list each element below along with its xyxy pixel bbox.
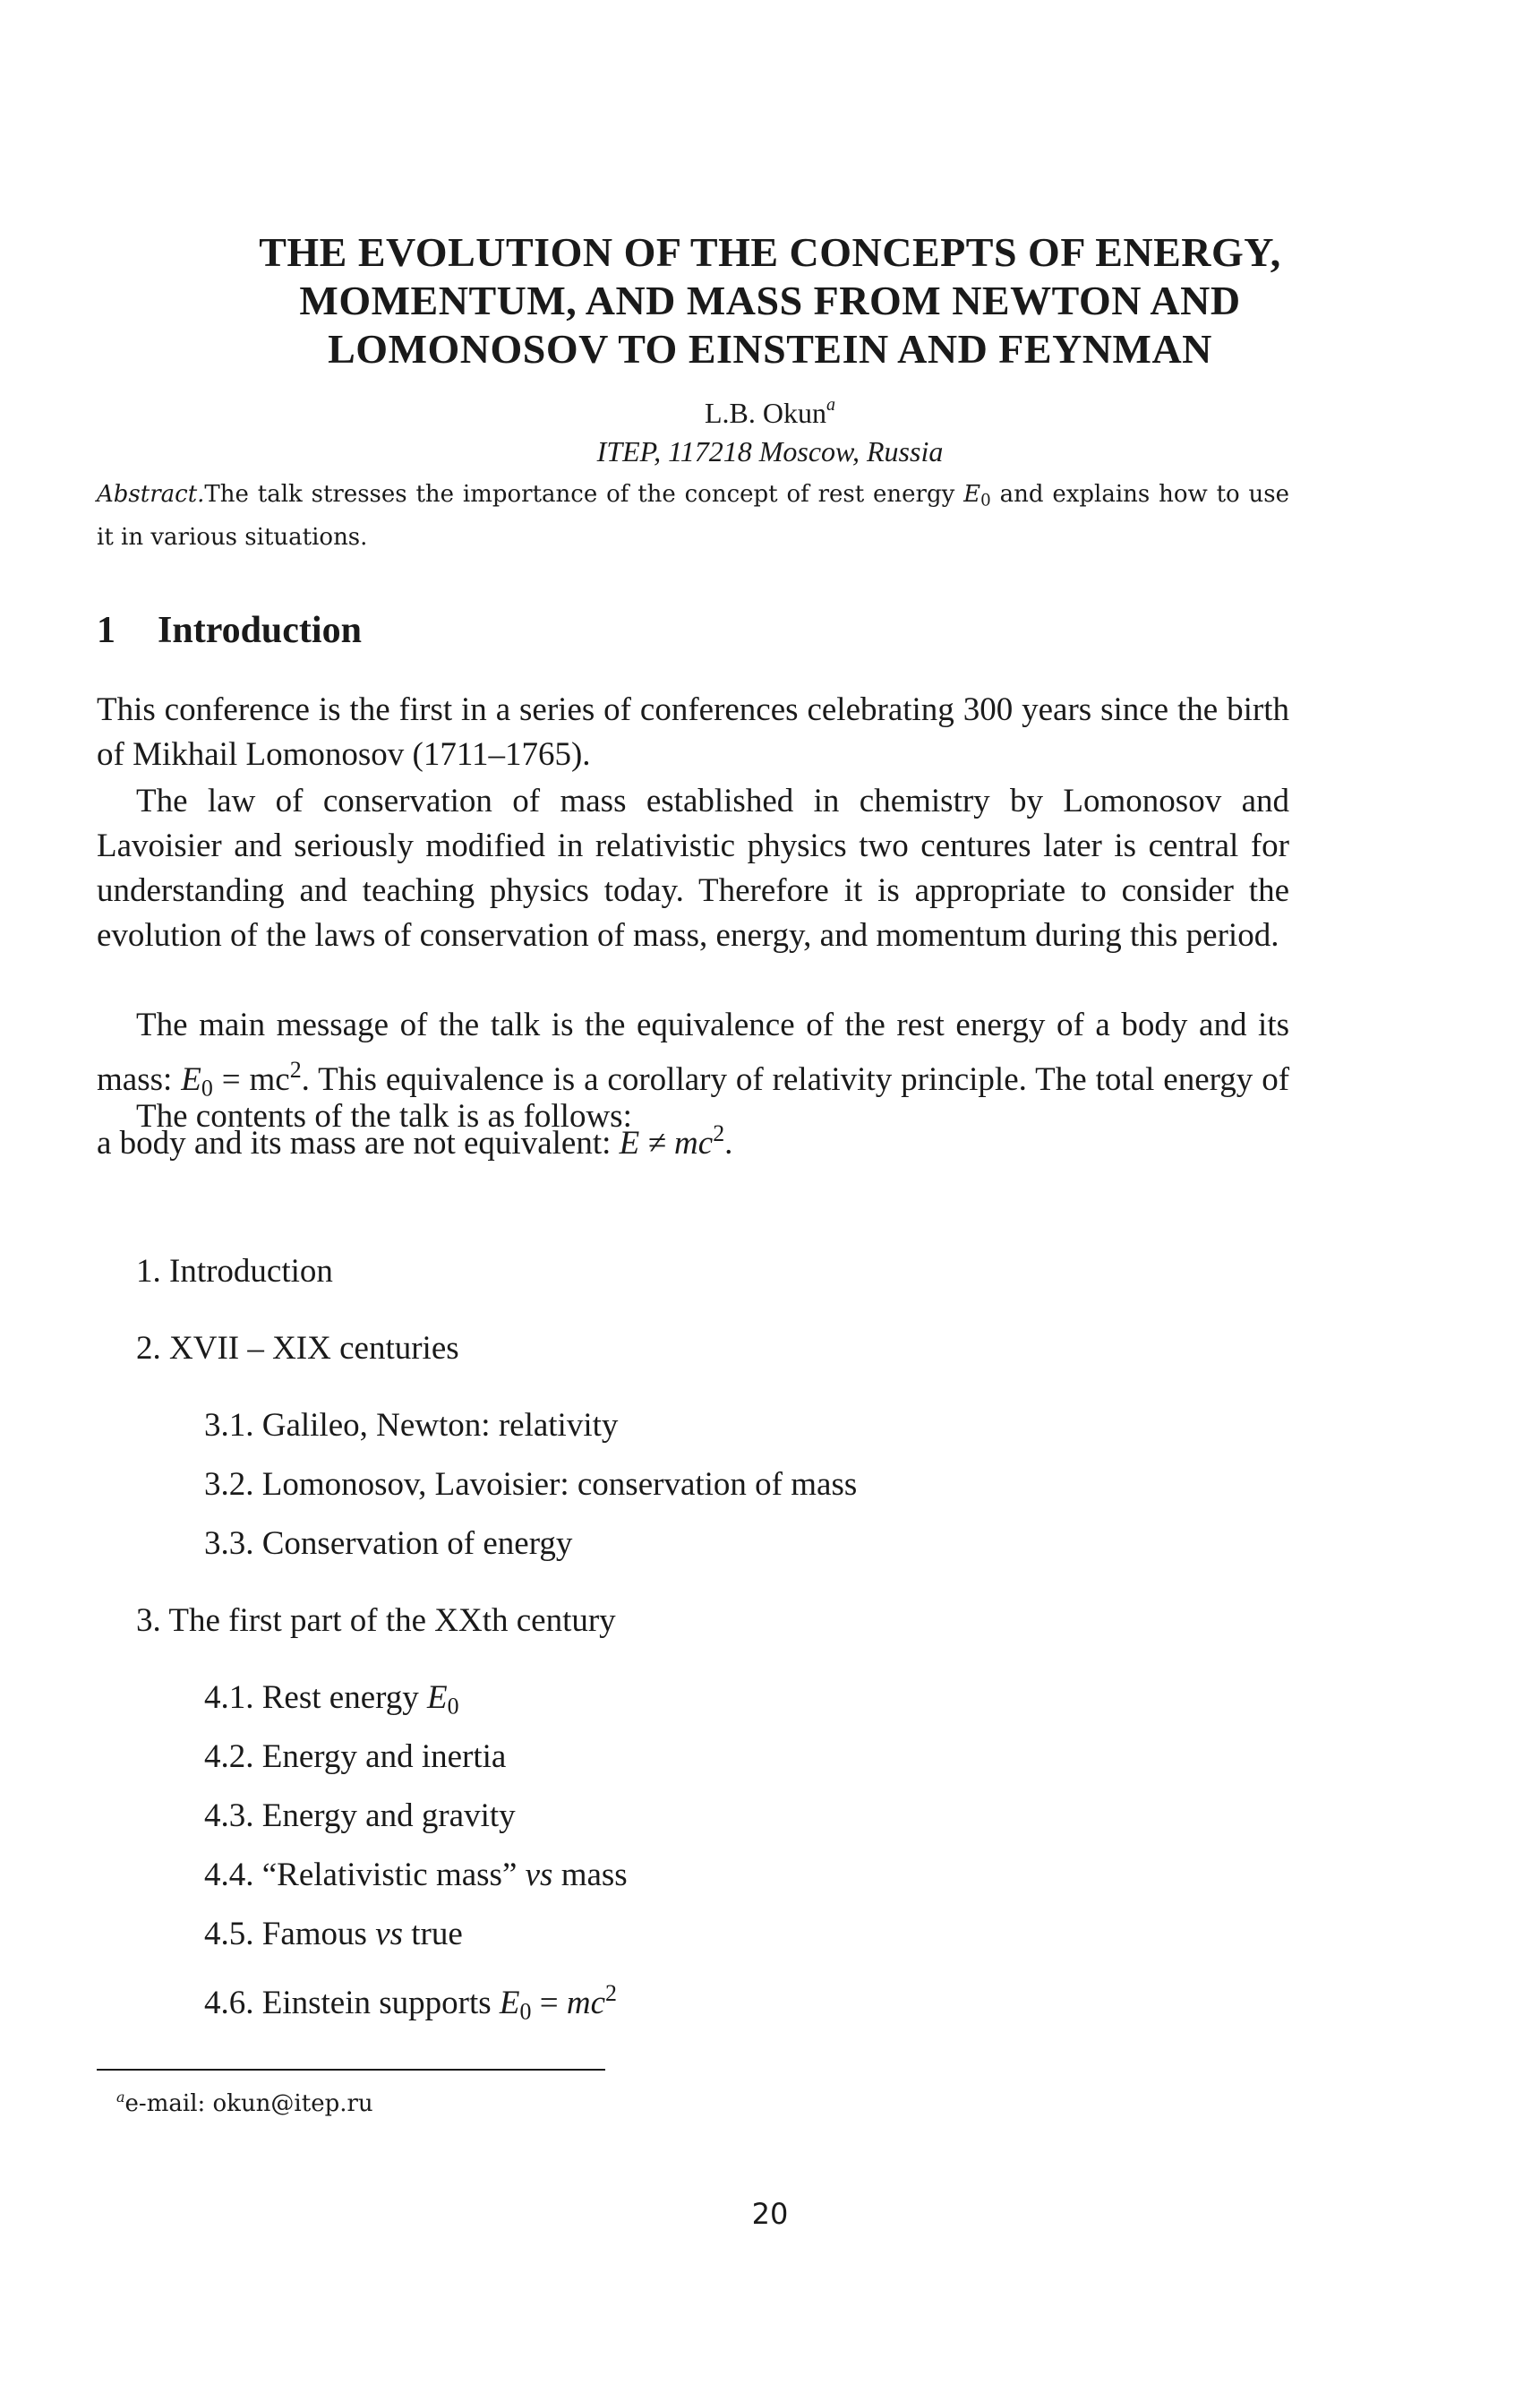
toc-label: Conservation of energy <box>261 1525 573 1562</box>
author-footnote-mark: a <box>826 395 835 415</box>
toc-vs: vs <box>375 1916 404 1952</box>
toc-number: 3.1. <box>204 1407 254 1444</box>
toc-label: Einstein supports <box>261 1985 500 2022</box>
toc-label: Lomonosov, Lavoisier: conservation of mass <box>261 1466 858 1503</box>
toc-label: true <box>403 1916 463 1952</box>
toc-symbol: $E_0$ <box>427 1679 459 1720</box>
footnote-mark: a <box>116 2089 125 2106</box>
title-line-1: THE EVOLUTION OF THE CONCEPTS OF ENERGY, <box>259 229 1281 275</box>
abstract-text-2: and explains how to use it in various situations. <box>97 481 1289 551</box>
toc-label: Introduction <box>169 1253 333 1290</box>
toc-label: XVII – XIX centuries <box>169 1330 459 1367</box>
toc-number: 4.2. <box>204 1738 254 1775</box>
toc-number: 4.3. <box>204 1797 254 1834</box>
toc-vs: vs <box>525 1857 553 1893</box>
section-heading <box>97 607 362 654</box>
toc-number: 4.1. <box>204 1679 254 1716</box>
toc-number: 3. <box>136 1602 161 1639</box>
toc-item <box>204 1404 618 1447</box>
equation-rest-energy: $E_0 = mc^2$ <box>181 1057 302 1102</box>
toc-number: 4.4. <box>204 1857 254 1893</box>
toc-item <box>204 1463 857 1506</box>
equation-total-energy: $E \ne mc^2$ <box>619 1119 725 1162</box>
toc-label: Galileo, Newton: relativity <box>261 1407 619 1444</box>
toc-item <box>204 1972 617 2034</box>
toc-number: 1. <box>136 1253 161 1290</box>
toc-label: “Relativistic mass” <box>261 1857 526 1893</box>
abstract-symbol: $E_0$ <box>963 481 991 510</box>
toc-label: Famous <box>261 1916 376 1952</box>
section-number: 1 <box>97 610 116 651</box>
toc-label: The first part of the XXth century <box>168 1602 616 1639</box>
section-title: Introduction <box>158 610 362 651</box>
toc-label: Energy and inertia <box>261 1738 507 1775</box>
paper-title <box>0 228 1540 373</box>
page-number: 20 <box>751 2197 789 2231</box>
paragraph-3-text-a: The main message of the talk is the equivalence of the rest energy of a body and its mass: <box>97 1007 1289 1099</box>
toc-item <box>204 1913 463 1956</box>
footnote-text: e-mail: okun@itep.ru <box>124 2090 373 2117</box>
toc-label: Rest energy <box>261 1679 428 1716</box>
footnote-rule <box>97 2069 605 2071</box>
affiliation: ITEP, 117218 Moscow, Russia <box>596 435 944 467</box>
toc-item <box>204 1795 516 1838</box>
toc-item <box>136 1250 333 1293</box>
paragraph-2: The law of conservation of mass established in chemistry by Lomonosov and Lavoisier and seriously modified in relativistic physics two centures later is central for understanding and teaching physics today. Therefore it is appropriate to consider the evolution of the laws of conservation of mass, energy, and momentum during this period. <box>97 783 1289 954</box>
toc-number: 2. <box>136 1330 161 1367</box>
title-line-2: MOMENTUM, AND MASS FROM NEWTON AND <box>299 278 1241 323</box>
abstract-text-1: The talk stresses the importance of the concept of rest energy <box>204 481 964 508</box>
toc-item <box>204 1736 506 1779</box>
toc-label: Energy and gravity <box>261 1797 516 1834</box>
footnote <box>116 2080 373 2122</box>
toc-number: 4.5. <box>204 1916 254 1952</box>
author-line <box>0 387 1540 431</box>
paragraph-3-text-b: . This equivalence is a corollary of relativity principle. The total energy of a body and its mass are not equivalent: <box>97 1061 1290 1162</box>
paragraph-1: This conference is the first in a series of conferences celebrating 300 years since the birth of Mikhail Lomonosov (1711–1765). <box>97 691 1289 773</box>
toc-number: 3.2. <box>204 1466 254 1503</box>
abstract-label: Abstract. <box>97 481 205 508</box>
toc-label: mass <box>552 1857 628 1893</box>
toc-item <box>204 1522 572 1565</box>
toc-number: 4.6. <box>204 1985 254 2022</box>
author-name: L.B. Okun <box>705 397 826 429</box>
toc-equation: $E_0 = mc^2$ <box>499 1980 617 2025</box>
toc-number: 3.3. <box>204 1525 254 1562</box>
toc-item <box>204 1677 459 1728</box>
toc-item <box>136 1600 616 1643</box>
toc-item <box>204 1854 628 1897</box>
paragraph-3: The main message of the talk is the equivalence of the rest energy of a body and its mass: $E_0 = mc^2$. This equivalence is a corollary of relativity principle. The total energy of a body and its mass are not equivalent: $E \ne mc^2$. <box>97 1007 1290 1162</box>
abstract <box>97 476 1289 555</box>
paragraph-4: The contents of the talk is as follows: <box>136 1098 632 1135</box>
title-line-3: LOMONOSOV TO EINSTEIN AND FEYNMAN <box>328 326 1212 372</box>
toc-item <box>136 1327 459 1370</box>
